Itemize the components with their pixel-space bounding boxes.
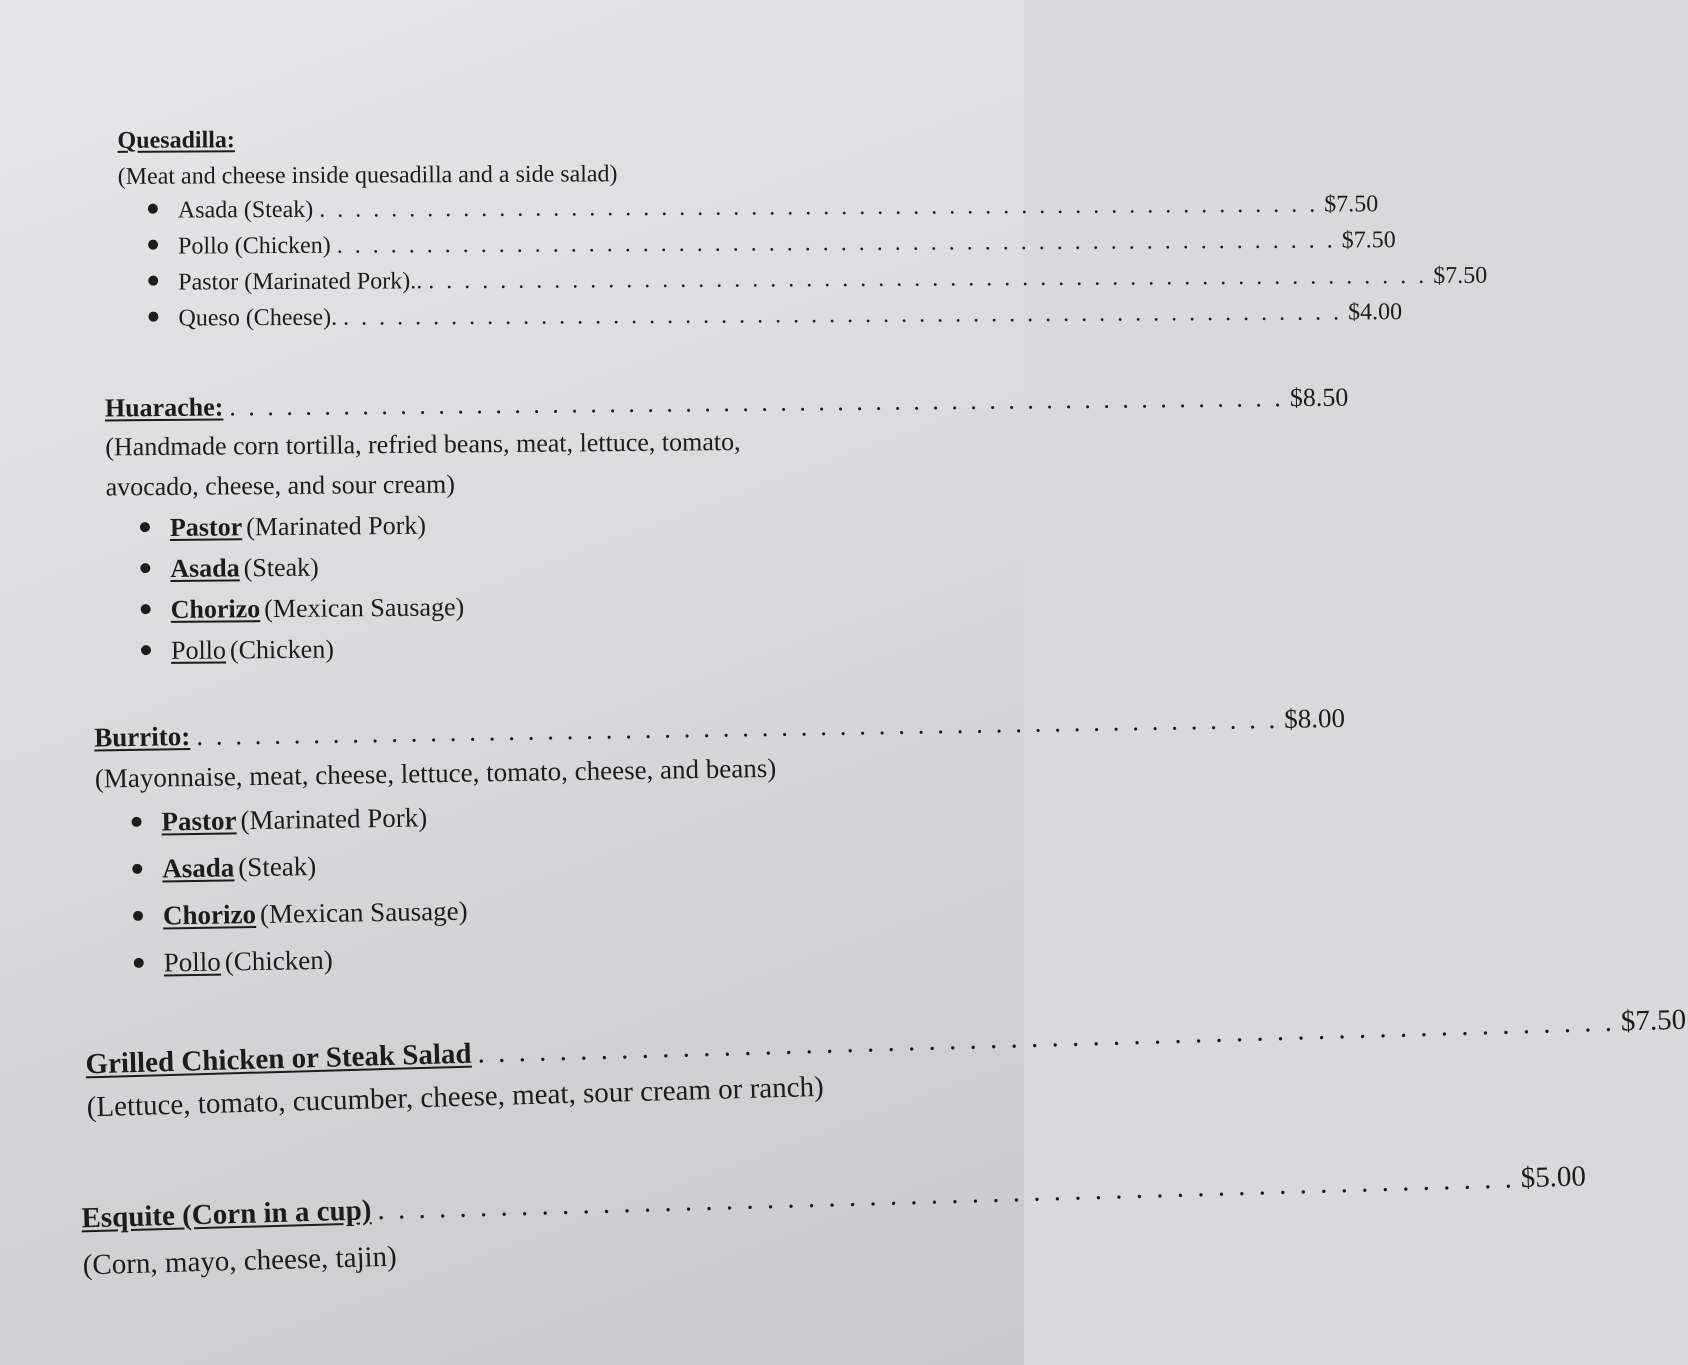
- huarache-item-list: [140, 501, 909, 672]
- bullet-icon: [141, 604, 151, 614]
- quesadilla-title: Quesadilla:: [117, 127, 235, 154]
- list-item: [140, 501, 908, 549]
- item-name: Chorizo: [162, 899, 257, 931]
- item-name: Pastor: [169, 512, 243, 542]
- item-name: Asada: [162, 852, 235, 884]
- quesadilla-description: (Meat and cheese inside quesadilla and a side salad): [117, 161, 618, 190]
- item-detail: (Chicken): [224, 944, 333, 977]
- item-detail: (Chicken): [229, 634, 335, 665]
- huarache-price: $8.50: [1289, 382, 1349, 413]
- bullet-icon: [131, 817, 141, 827]
- leader-dots: . . . . . . . . . . . . . . . . . . . . . . . . . . . . . . . . . . . . . . . . . . . . . . . . . . . . . . . .: [195, 703, 1279, 751]
- salad-title: Grilled Chicken or Steak Salad: [85, 1037, 473, 1081]
- huarache-title: Huarache:: [104, 392, 224, 423]
- item-name: Chorizo: [170, 594, 261, 624]
- item-name: Pastor: [161, 805, 237, 837]
- quesadilla-section: [117, 124, 1488, 337]
- huarache-description: [105, 421, 908, 508]
- leader-dots: . . . . . . . . . . . . . . . . . . . . . . . . . . . . . . . . . . . . . . . . . . . . . . . . . . . . . . . .: [336, 227, 1336, 259]
- list-item: [148, 261, 1488, 301]
- item-price: $7.50: [1341, 227, 1396, 254]
- leader-dots: . . . . . . . . . . . . . . . . . . . . . . . . . . . . . . . . . . . . . . . . . . . . . . . . . . . . . . . .: [229, 383, 1284, 422]
- item-detail: (Marinated Pork): [246, 510, 427, 542]
- quesadilla-item-list: [148, 189, 1488, 337]
- leader-dots: . . . . . . . . . . . . . . . . . . . . . . . . . . . . . . . . . . . . . . . . . . . . . . . . . . . . . . . .: [477, 1005, 1616, 1070]
- bullet-icon: [148, 276, 158, 286]
- item-label: Asada (Steak): [177, 196, 314, 224]
- bullet-icon: [140, 522, 150, 532]
- list-item: [141, 582, 909, 630]
- list-item: [148, 225, 1396, 265]
- huarache-section: [104, 382, 1349, 672]
- item-detail: (Marinated Pork): [240, 802, 428, 836]
- list-item: [148, 189, 1379, 229]
- bullet-icon: [134, 958, 144, 968]
- list-item: [141, 623, 909, 671]
- item-detail: (Mexican Sausage): [259, 895, 468, 929]
- item-price: $7.50: [1324, 191, 1379, 218]
- esquite-section: [81, 1160, 1587, 1286]
- item-price: $7.50: [1433, 262, 1488, 289]
- leader-dots: . . . . . . . . . . . . . . . . . . . . . . . . . . . . . . . . . . . . . . . . . . . . . . . . . . . . . . . .: [376, 1162, 1516, 1227]
- bullet-icon: [132, 864, 142, 874]
- item-name: Pollo: [170, 635, 227, 665]
- description-line: avocado, cheese, and sour cream): [105, 469, 456, 502]
- bullet-icon: [133, 911, 143, 921]
- bullet-icon: [148, 312, 158, 322]
- salad-section: [85, 1003, 1687, 1128]
- leader-dots: . . . . . . . . . . . . . . . . . . . . . . . . . . . . . . . . . . . . . . . . . . . . . . . . . . . . . . . .: [319, 191, 1319, 223]
- esquite-price: $5.00: [1520, 1160, 1587, 1195]
- list-item: [148, 297, 1403, 337]
- item-detail: (Steak): [243, 552, 319, 583]
- item-label: Pollo (Chicken): [178, 232, 331, 260]
- esquite-description: (Corn, mayo, cheese, tajin): [82, 1240, 398, 1282]
- burrito-section: [93, 702, 1346, 987]
- item-name: Pollo: [163, 946, 222, 978]
- burrito-description: (Mayonnaise, meat, cheese, lettuce, tomato, cheese, and beans): [94, 752, 777, 794]
- bullet-icon: [148, 240, 158, 250]
- item-label: Queso (Cheese).: [178, 304, 338, 332]
- salad-price: $7.50: [1620, 1003, 1687, 1038]
- item-detail: (Steak): [238, 851, 317, 883]
- salad-description: (Lettuce, tomato, cucumber, cheese, meat, sour cream or ranch): [86, 1070, 825, 1124]
- burrito-title: Burrito:: [93, 721, 191, 753]
- item-detail: (Mexican Sausage): [264, 592, 465, 624]
- bullet-icon: [148, 204, 158, 214]
- burrito-price: $8.00: [1284, 702, 1346, 734]
- esquite-title: Esquite (Corn in a cup): [81, 1194, 372, 1235]
- description-line: (Handmade corn tortilla, refried beans, meat, lettuce, tomato,: [105, 426, 741, 462]
- item-price: $4.00: [1347, 299, 1403, 326]
- leader-dots: . . . . . . . . . . . . . . . . . . . . . . . . . . . . . . . . . . . . . . . . . . . . . . . . . . . . . . . .: [343, 299, 1343, 331]
- bullet-icon: [141, 645, 151, 655]
- list-item: [140, 542, 908, 590]
- item-name: Asada: [170, 553, 240, 583]
- leader-dots: . . . . . . . . . . . . . . . . . . . . . . . . . . . . . . . . . . . . . . . . . . . . . . . . . . . . . . . .: [428, 263, 1428, 295]
- item-label: Pastor (Marinated Pork)..: [178, 268, 423, 296]
- burrito-item-list: [131, 786, 930, 986]
- bullet-icon: [140, 563, 150, 573]
